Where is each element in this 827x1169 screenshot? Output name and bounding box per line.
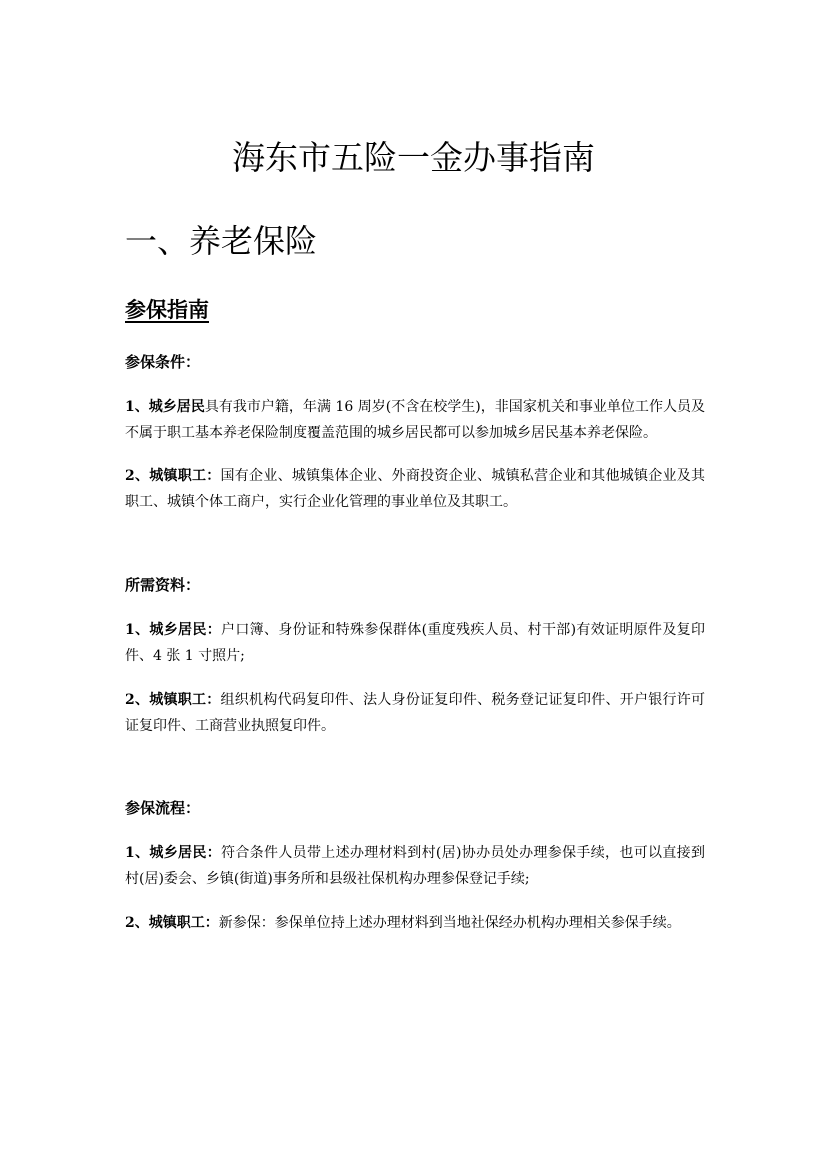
conditions-item-2 — [125, 463, 705, 515]
materials-item-2-text: 组织机构代码复印件、法人身份证复印件、税务登记证复印件、开户银行许可证复印件、工商营业执照复印件。 — [125, 692, 706, 734]
sub-heading: 参保指南 — [125, 297, 209, 322]
materials-label: 所需资料： — [125, 576, 201, 594]
materials-item-1-text: 户口簿、身份证和特殊参保群体(重度残疾人员、村干部)有效证明原件及复印件、4 张 1 寸照片; — [125, 622, 706, 664]
process-item-2-text: 新参保：参保单位持上述办理材料到当地社保经办机构办理相关参保手续。 — [218, 915, 681, 931]
document-title: 海东市五险一金办事指南 — [232, 138, 595, 177]
materials-item-1-lead: 1、城乡居民： — [125, 622, 222, 638]
section-heading: 一、养老保险 — [125, 222, 318, 260]
process-item-2-lead: 2、城镇职工： — [125, 915, 219, 931]
conditions-item-1-lead: 1、城乡居民 — [125, 399, 205, 415]
conditions-item-2-lead: 2、城镇职工： — [125, 468, 221, 484]
conditions-item-2-text: 国有企业、城镇集体企业、外商投资企业、城镇私营企业和其他城镇企业及其职工、城镇个体工商户，实行企业化管理的事业单位及其职工。 — [125, 468, 706, 510]
process-label: 参保流程： — [125, 799, 201, 817]
process-item-1-lead: 1、城乡居民： — [125, 845, 222, 861]
process-item-1-text: 符合条件人员带上述办理材料到村(居)协办员处办理参保手续，也可以直接到村(居)委会、乡镇(街道)事务所和县级社保机构办理参保登记手续; — [125, 845, 706, 887]
conditions-label: 参保条件： — [125, 353, 201, 371]
process-item-2 — [125, 910, 705, 936]
materials-item-2-lead: 2、城镇职工： — [125, 692, 221, 708]
materials-item-1 — [125, 617, 705, 669]
conditions-item-1-text: 具有我市户籍，年满 16 周岁(不含在校学生)，非国家机关和事业单位工作人员及不属于职工基本养老保险制度覆盖范围的城乡居民都可以参加城乡居民基本养老保险。 — [125, 399, 705, 441]
process-item-1 — [125, 840, 705, 892]
conditions-item-1 — [125, 394, 705, 446]
materials-item-2 — [125, 687, 705, 739]
